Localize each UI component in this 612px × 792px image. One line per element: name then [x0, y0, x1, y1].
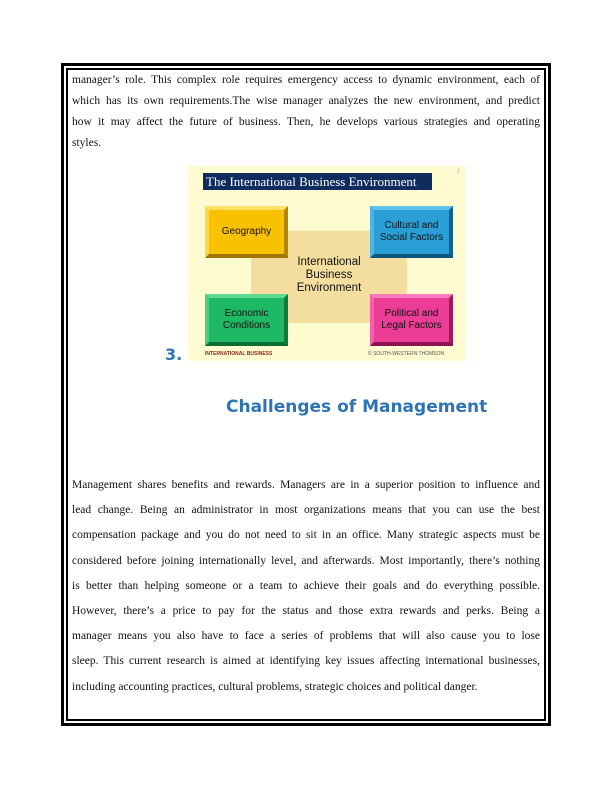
figure-footer-left: INTERNATIONAL BUSINESS — [205, 351, 273, 357]
text-line: manager means you also have to face a series of problems that will also cause you to lose — [72, 630, 540, 643]
figure-footer-right: © SOUTH-WESTERN THOMSON — [368, 351, 445, 357]
figure-box-political-legal — [370, 294, 453, 346]
figure-box-geography — [205, 206, 288, 258]
figure-title: The International Business Environment — [203, 173, 432, 190]
text-line: However, there’s a price to pay for the status and those extra rewards and perks. Being a — [72, 605, 540, 618]
section-heading: Challenges of Management — [226, 397, 488, 417]
figure-box-cultural-social — [370, 206, 453, 258]
box-label: Political and Legal Factors — [381, 308, 442, 331]
international-business-environment-figure — [188, 166, 466, 361]
section-number: 3. — [165, 345, 183, 364]
box-label: Economic Conditions — [222, 308, 271, 331]
text-line: is better than helping someone or a team to achieve their goals and do everything possible. — [72, 579, 540, 592]
figure-center-label: International Business Environment — [296, 256, 362, 294]
intro-paragraph — [72, 70, 540, 154]
text-line: which has its own requirements.The wise manager analyzes the new environment, and predict — [72, 95, 540, 107]
text-line: sleep. This current research is aimed at identifying key issues affecting international businesses, — [72, 655, 540, 668]
text-line: manager’s role. This complex role requires emergency access to dynamic environment, each of — [72, 74, 540, 86]
box-label: Cultural and Social Factors — [379, 220, 444, 243]
text-line: considered before joining internationally level, and afterwards. Most importantly, there’s nothing — [72, 554, 540, 567]
text-line: how it may affect the future of business. Then, he develops various strategies and operating — [72, 116, 540, 128]
text-line: compensation package and you do not need to sit in an office. Many strategic aspects must be — [72, 529, 540, 542]
text-line: including accounting practices, cultural problems, strategic choices and political danger. — [72, 680, 478, 693]
figure-corner-mark: 1 — [456, 169, 460, 175]
text-line: styles. — [72, 137, 102, 149]
challenges-paragraph — [72, 473, 540, 700]
figure-box-economic — [205, 294, 288, 346]
box-label: Geography — [221, 226, 272, 237]
text-line: lead change. Being an administrator in most organizations means that you can use the best — [72, 504, 540, 517]
text-line: Management shares benefits and rewards. Managers are in a superior position to influence and — [72, 479, 540, 491]
